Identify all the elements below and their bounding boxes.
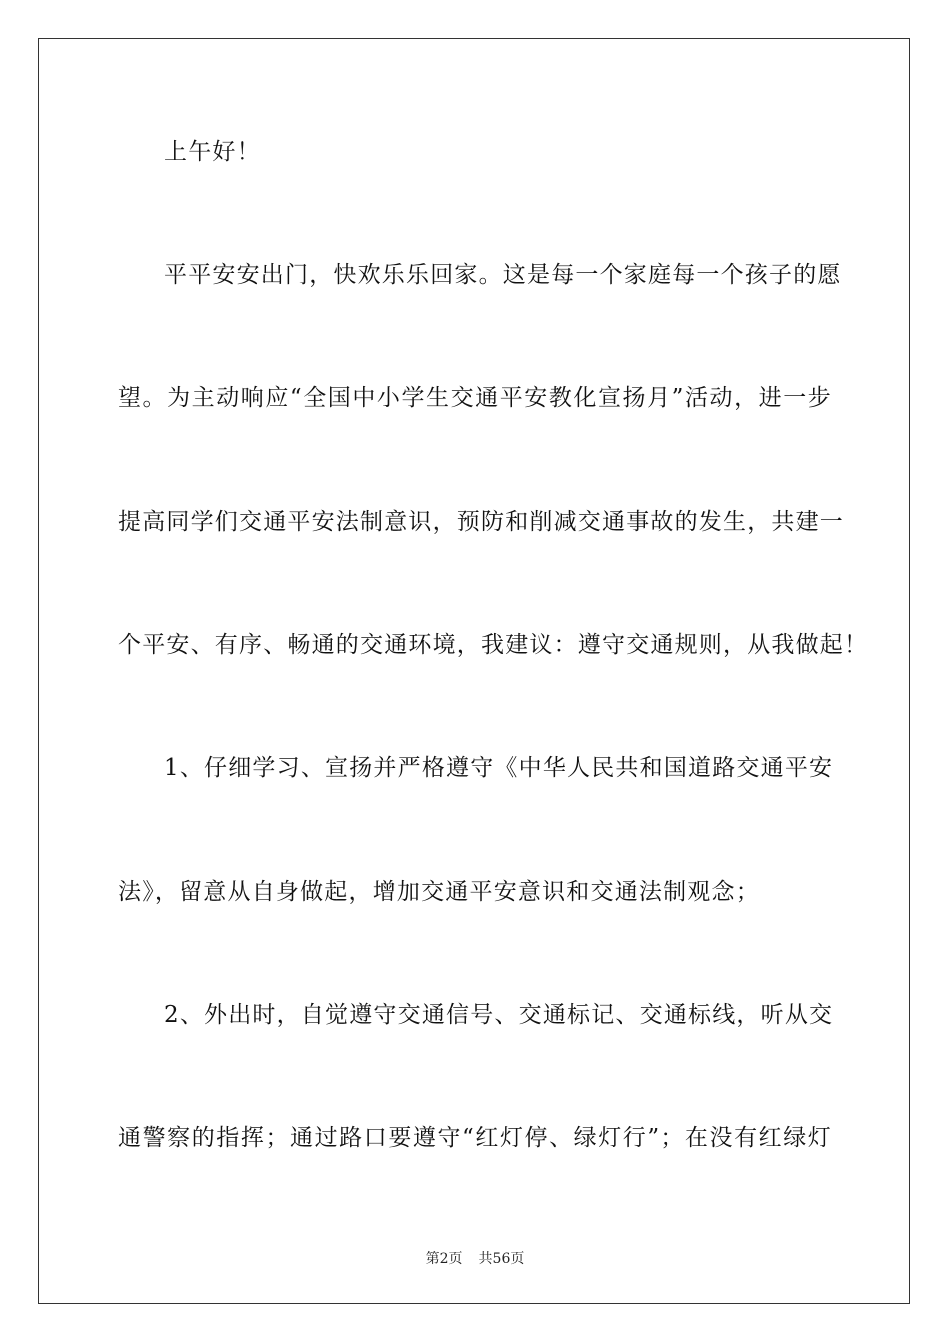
paragraph-line: 提高同学们交通平安法制意识，预防和削减交通事故的发生，共建一 [118,509,844,535]
paragraph-line: 望。为主动响应“全国中小学生交通平安教化宣扬月”活动，进一步 [118,385,832,411]
page-number: 第2页 [425,1251,463,1267]
paragraph-line: 1、仔细学习、宣扬并严格遵守《中华人民共和国道路交通平安 [164,755,834,781]
page-footer [0,1248,950,1268]
paragraph-line: 通警察的指挥；通过路口要遵守“红灯停、绿灯行”；在没有红绿灯 [118,1125,832,1151]
paragraph-line: 平平安安出门，快欢乐乐回家。这是每一个家庭每一个孩子的愿 [164,262,842,288]
paragraph-line: 法》，留意从自身做起，增加交通平安意识和交通法制观念； [118,879,760,905]
page-border [38,38,910,1304]
page-total: 共56页 [478,1251,525,1267]
greeting-line: 上午好！ [164,139,261,165]
paragraph-line: 个平安、有序、畅通的交通环境，我建议：遵守交通规则，从我做起！ [118,632,869,658]
paragraph-line: 2、外出时，自觉遵守交通信号、交通标记、交通标线，听从交 [164,1002,834,1028]
